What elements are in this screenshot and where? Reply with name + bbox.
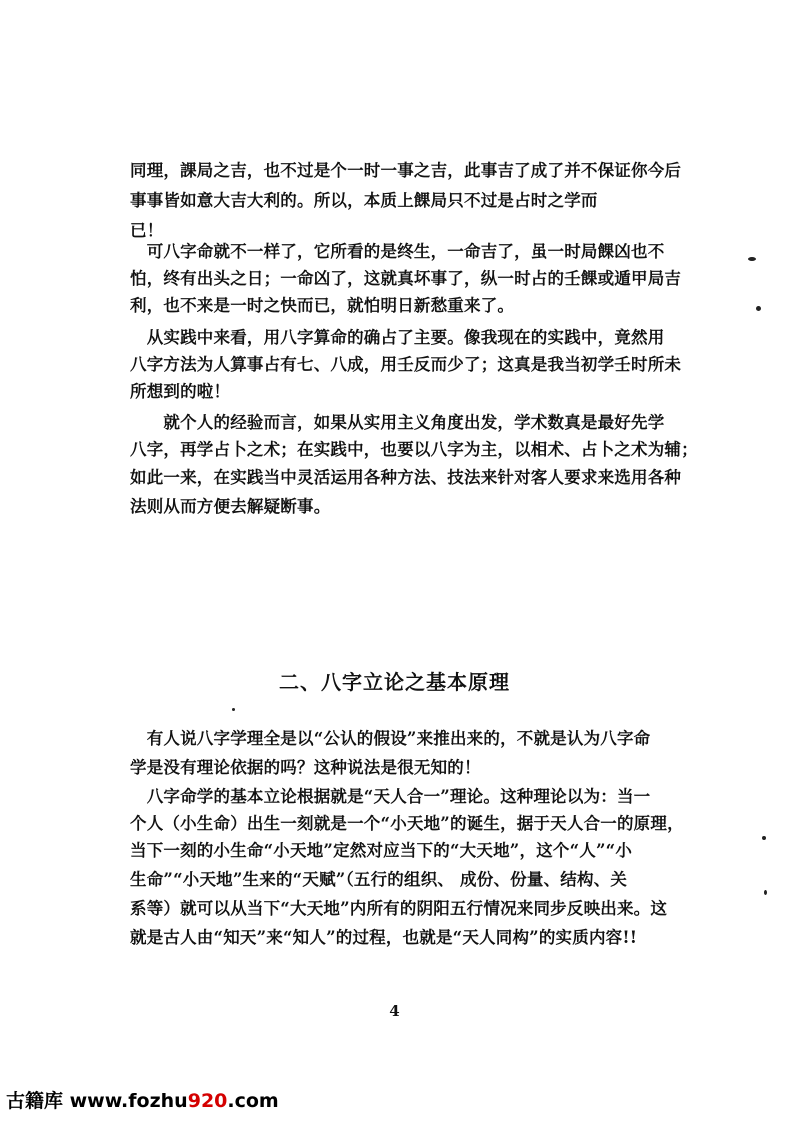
text-line: 可八字命就不一样了，它所看的是终生，一命吉了，虽一时局餜凶也不	[130, 242, 665, 261]
scan-speck	[756, 306, 761, 311]
text-line: 学是没有理论依据的吗？这种说法是很无知的！	[130, 758, 481, 777]
text-line: 有人说八字学理全是以“公认的假设”来推出来的，不就是认为八字命	[130, 729, 651, 748]
text-line: 系等）就可以从当下“大天地”内所有的阴阳五行情况来同步反映出来。这	[130, 899, 668, 918]
scan-speck	[762, 836, 766, 840]
scan-speck	[232, 708, 235, 711]
watermark-accent: 920	[187, 1090, 228, 1112]
text-line: 同理，課局之吉，也不过是个一时一事之吉，此事吉了成了并不保证你今后	[130, 161, 682, 180]
text-line: 八字方法为人算事占有七、八成，用壬反而少了；这真是我当初学壬时所未	[130, 355, 682, 374]
text-line: 就是古人由“知天”来“知人”的过程，也就是“天人同构”的实质内容!!	[130, 928, 638, 947]
text-line: 从实践中来看，用八字算命的确占了主要。像我现在的实践中，竟然用	[130, 328, 665, 347]
scan-speck	[764, 890, 767, 895]
section-heading: 二、八字立论之基本原理	[279, 670, 510, 694]
text-line: 就个人的经验而言，如果从实用主义角度出发，学术数真是最好先学	[130, 413, 665, 432]
text-line: 怕，终有出头之日；一命凶了，这就真坏事了，纵一时占的壬餜或遁甲局吉	[130, 269, 682, 288]
page-number: 4	[389, 1002, 400, 1020]
text-line: 八字命学的基本立论根据就是“天人合一”理论。这种理论以为：当一	[130, 787, 651, 806]
text-line: 生命”“小天地”生来的“天赋”（五行的组织、 成份、份量、结构、关	[130, 870, 628, 889]
scan-speck	[748, 257, 756, 261]
text-line: 事事皆如意大吉大利的。所以，本质上餜局只不过是占时之学而	[130, 191, 598, 210]
text-line: 个人（小生命）出生一刻就是一个“小天地”的诞生，据于天人合一的原理，	[130, 814, 684, 833]
watermark-prefix: 古籍库 www.fozhu	[6, 1090, 188, 1112]
text-line: 所想到的啦！	[130, 382, 231, 401]
text-line: 利，也不来是一时之快而已，就怕明日新愁重来了。	[130, 296, 515, 315]
site-watermark	[6, 1086, 279, 1113]
text-line: 已！	[130, 221, 164, 240]
text-line: 法则从而方便去解疑断事。	[130, 497, 331, 516]
text-line: 八字，再学占卜之术；在实践中，也要以八字为主，以相术、占卜之术为辅；	[130, 440, 698, 459]
text-line: 如此一来，在实践当中灵活运用各种方法、技法来针对客人要求来选用各种	[130, 468, 682, 487]
watermark-suffix: .com	[227, 1090, 279, 1112]
text-line: 当下一刻的小生命“小天地”定然对应当下的“大天地”，这个“人”“小	[130, 841, 633, 860]
